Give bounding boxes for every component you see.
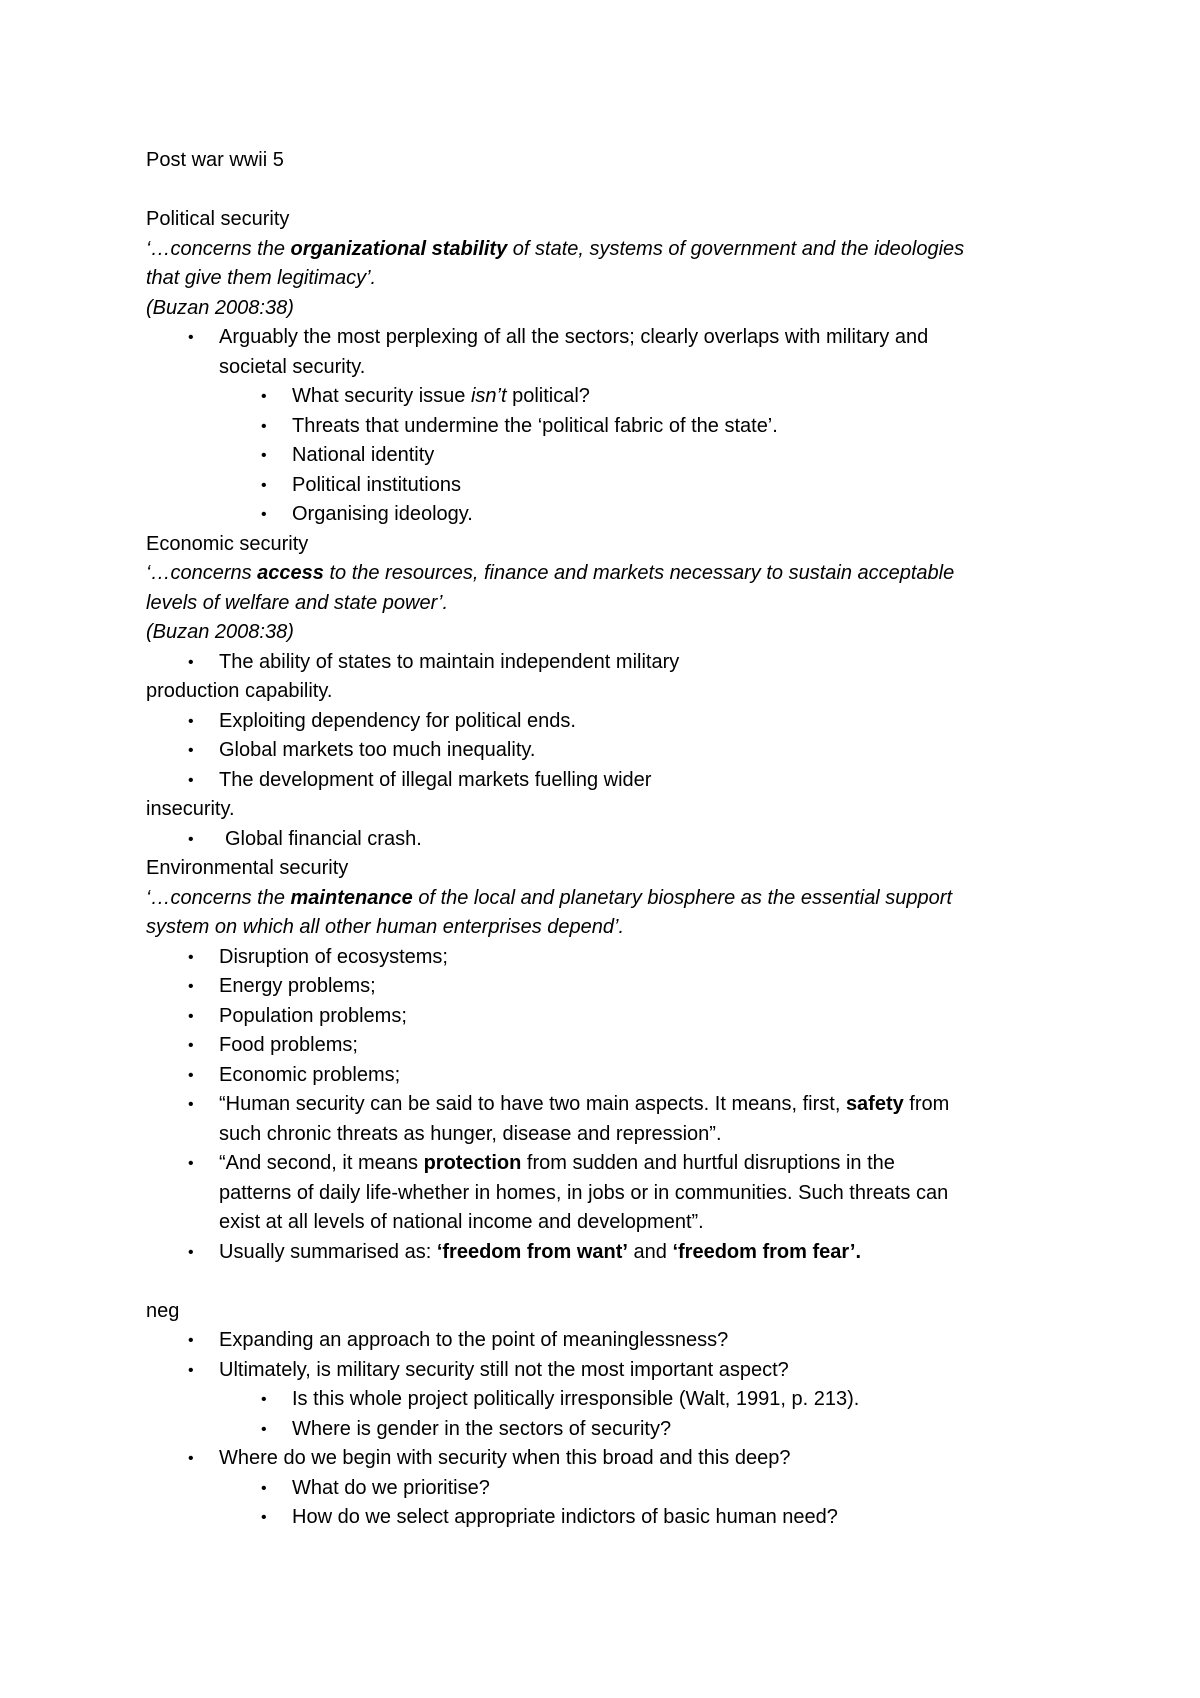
text-emphasis: safety: [845, 1093, 904, 1115]
list-item: [146, 736, 1046, 766]
list-item-text: Global financial crash.: [225, 827, 422, 850]
list-item-text: Energy problems;: [219, 975, 376, 997]
sub-list-item: [146, 1503, 1046, 1533]
political-citation: (Buzan 2008:38): [146, 296, 294, 319]
bullet-icon: •: [261, 1509, 267, 1526]
list-item: [146, 707, 1046, 737]
list-item: [146, 1238, 1046, 1268]
list-item: [146, 1356, 1046, 1386]
list-item-text: [219, 1238, 1046, 1268]
list-item-text: [292, 382, 1046, 412]
list-item-continuation: production capability.: [146, 680, 333, 702]
list-item-continuation: insecurity.: [146, 798, 235, 820]
list-item-text: [219, 1090, 1046, 1120]
list-item: [146, 1090, 1046, 1149]
text-span: What security issue: [292, 385, 471, 407]
bullet-icon: •: [188, 1450, 194, 1467]
list-item-text: What do we prioritise?: [292, 1476, 490, 1499]
text-span: “Human security can be said to have two main aspects. It means, first,: [219, 1093, 846, 1115]
political-bullet-list: [146, 323, 1046, 530]
list-item-text: [219, 1149, 1046, 1179]
list-item-text: Exploiting dependency for political ends.: [219, 709, 576, 732]
bullet-icon: •: [188, 742, 194, 759]
bullet-icon: •: [188, 1037, 194, 1054]
list-item: [146, 943, 1046, 973]
text-span: isn’t: [470, 385, 507, 407]
bullet-icon: •: [261, 1479, 267, 1497]
list-item: [146, 972, 1046, 1002]
quote-text: ‘…concerns the: [146, 886, 291, 909]
bullet-icon: •: [261, 476, 267, 494]
bullet-icon: •: [261, 1420, 267, 1438]
list-item-text: Global markets too much inequality.: [219, 739, 536, 761]
quote-emphasis: maintenance: [290, 886, 413, 909]
list-item: [146, 1002, 1046, 1032]
bullet-icon: •: [188, 653, 194, 671]
bullet-icon: •: [188, 1155, 194, 1172]
list-item-text: Ultimately, is military security still not the most important aspect?: [219, 1358, 789, 1381]
bullet-icon: •: [188, 329, 194, 346]
environmental-quote-line-1: [146, 884, 1046, 914]
quote-emphasis: organizational stability: [290, 237, 508, 260]
political-quote-line-1: [146, 235, 1046, 265]
quote-text: to the resources, finance and markets necessary to sustain acceptable: [323, 562, 955, 584]
environmental-heading: Environmental security: [146, 857, 349, 879]
economic-quote-line-1: [146, 559, 1046, 589]
list-item-text: Arguably the most perplexing of all the sectors; clearly overlaps with military and: [219, 326, 929, 348]
bullet-icon: •: [188, 771, 194, 789]
list-item-text: such chronic threats as hunger, disease and repression”.: [219, 1122, 722, 1145]
list-item-text: Where do we begin with security when this broad and this deep?: [219, 1447, 791, 1469]
sub-list-item: [146, 1385, 1046, 1415]
list-item: [146, 323, 1046, 382]
economic-bullet-list: [146, 648, 1046, 678]
text-emphasis: ‘freedom from fear’.: [672, 1240, 862, 1263]
quote-text: of state, systems of government and the ideologies: [507, 237, 965, 260]
list-item: [146, 648, 1046, 678]
economic-citation: (Buzan 2008:38): [146, 621, 294, 643]
text-span: and: [627, 1240, 673, 1263]
sub-list-item: [146, 412, 1046, 442]
blank-line: [146, 176, 1046, 206]
list-item-text: The development of illegal markets fuelling wider: [219, 768, 652, 791]
environmental-quote-line-2: system on which all other human enterprises depend’.: [146, 916, 625, 938]
text-emphasis: protection: [423, 1152, 522, 1174]
list-item-text: The ability of states to maintain independent military: [219, 650, 680, 673]
text-span: “And second, it means: [219, 1152, 424, 1174]
text-span: from sudden and hurtful disruptions in the: [521, 1152, 895, 1174]
economic-bullet-list: [146, 707, 1046, 796]
text-span: Usually summarised as:: [219, 1240, 437, 1263]
bullet-icon: •: [188, 1243, 194, 1261]
bullet-icon: •: [188, 830, 194, 848]
list-item-text: Population problems;: [219, 1004, 407, 1027]
list-item-text: patterns of daily life-whether in homes, in jobs or in communities. Such threats can: [219, 1181, 949, 1204]
list-item: [146, 1444, 1046, 1474]
sub-list-item: [146, 1415, 1046, 1445]
environmental-bullet-list: [146, 943, 1046, 1268]
bullet-icon: •: [261, 506, 267, 523]
list-item-text: Threats that undermine the ‘political fabric of the state’.: [292, 414, 778, 437]
list-item-text: How do we select appropriate indictors of basic human need?: [292, 1506, 838, 1528]
neg-heading: neg: [146, 1299, 180, 1322]
bullet-icon: •: [188, 1007, 194, 1025]
neg-bullet-list: [146, 1326, 1046, 1533]
document-title: Post war wwii 5: [146, 149, 284, 171]
list-item: [146, 766, 1046, 796]
economic-heading: Economic security: [146, 532, 309, 555]
list-item-text: National identity: [292, 444, 435, 466]
list-item-text: Expanding an approach to the point of meaninglessness?: [219, 1329, 729, 1351]
list-item-text: Political institutions: [292, 473, 461, 496]
political-quote-line-2: that give them legitimacy’.: [146, 267, 377, 289]
list-item-text: Organising ideology.: [292, 503, 473, 525]
list-item-text: Food problems;: [219, 1034, 358, 1056]
list-item-text: societal security.: [219, 355, 366, 378]
list-item-text: Disruption of ecosystems;: [219, 945, 448, 968]
list-item: [146, 1149, 1046, 1238]
sub-list-item: [146, 1474, 1046, 1504]
bullet-icon: •: [261, 417, 267, 435]
sub-list-item: [146, 382, 1046, 412]
quote-text: ‘…concerns the: [146, 237, 291, 260]
list-item: [146, 1061, 1046, 1091]
bullet-icon: •: [188, 948, 194, 966]
list-item: [146, 825, 1046, 855]
political-heading: Political security: [146, 208, 290, 230]
sub-list-item: [146, 471, 1046, 501]
list-item-text: Economic problems;: [219, 1063, 401, 1086]
document-body: [146, 146, 1046, 1533]
list-item: [146, 1031, 1046, 1061]
sub-list-item: [146, 500, 1046, 530]
economic-bullet-list: [146, 825, 1046, 855]
quote-text: of the local and planetary biosphere as the essential support: [412, 886, 953, 909]
economic-quote-line-2: levels of welfare and state power’.: [146, 591, 449, 614]
bullet-icon: •: [188, 1096, 194, 1113]
text-span: from: [903, 1093, 950, 1115]
quote-emphasis: access: [257, 562, 324, 584]
text-span: political?: [506, 385, 590, 407]
sub-list-item: [146, 441, 1046, 471]
bullet-icon: •: [261, 1391, 267, 1408]
list-item-text: Is this whole project politically irresponsible (Walt, 1991, p. 213).: [292, 1388, 860, 1410]
bullet-icon: •: [188, 1361, 194, 1379]
list-item: [146, 1326, 1046, 1356]
bullet-icon: •: [261, 388, 267, 405]
list-item-text: exist at all levels of national income and development”.: [219, 1211, 704, 1233]
bullet-icon: •: [188, 978, 194, 995]
list-item-text: Where is gender in the sectors of security?: [292, 1417, 672, 1440]
bullet-icon: •: [188, 1332, 194, 1349]
quote-text: ‘…concerns: [146, 562, 258, 584]
bullet-icon: •: [261, 447, 267, 464]
bullet-icon: •: [188, 1066, 194, 1084]
blank-line: [146, 1267, 1046, 1297]
text-emphasis: ‘freedom from want’: [436, 1240, 628, 1263]
bullet-icon: •: [188, 712, 194, 730]
